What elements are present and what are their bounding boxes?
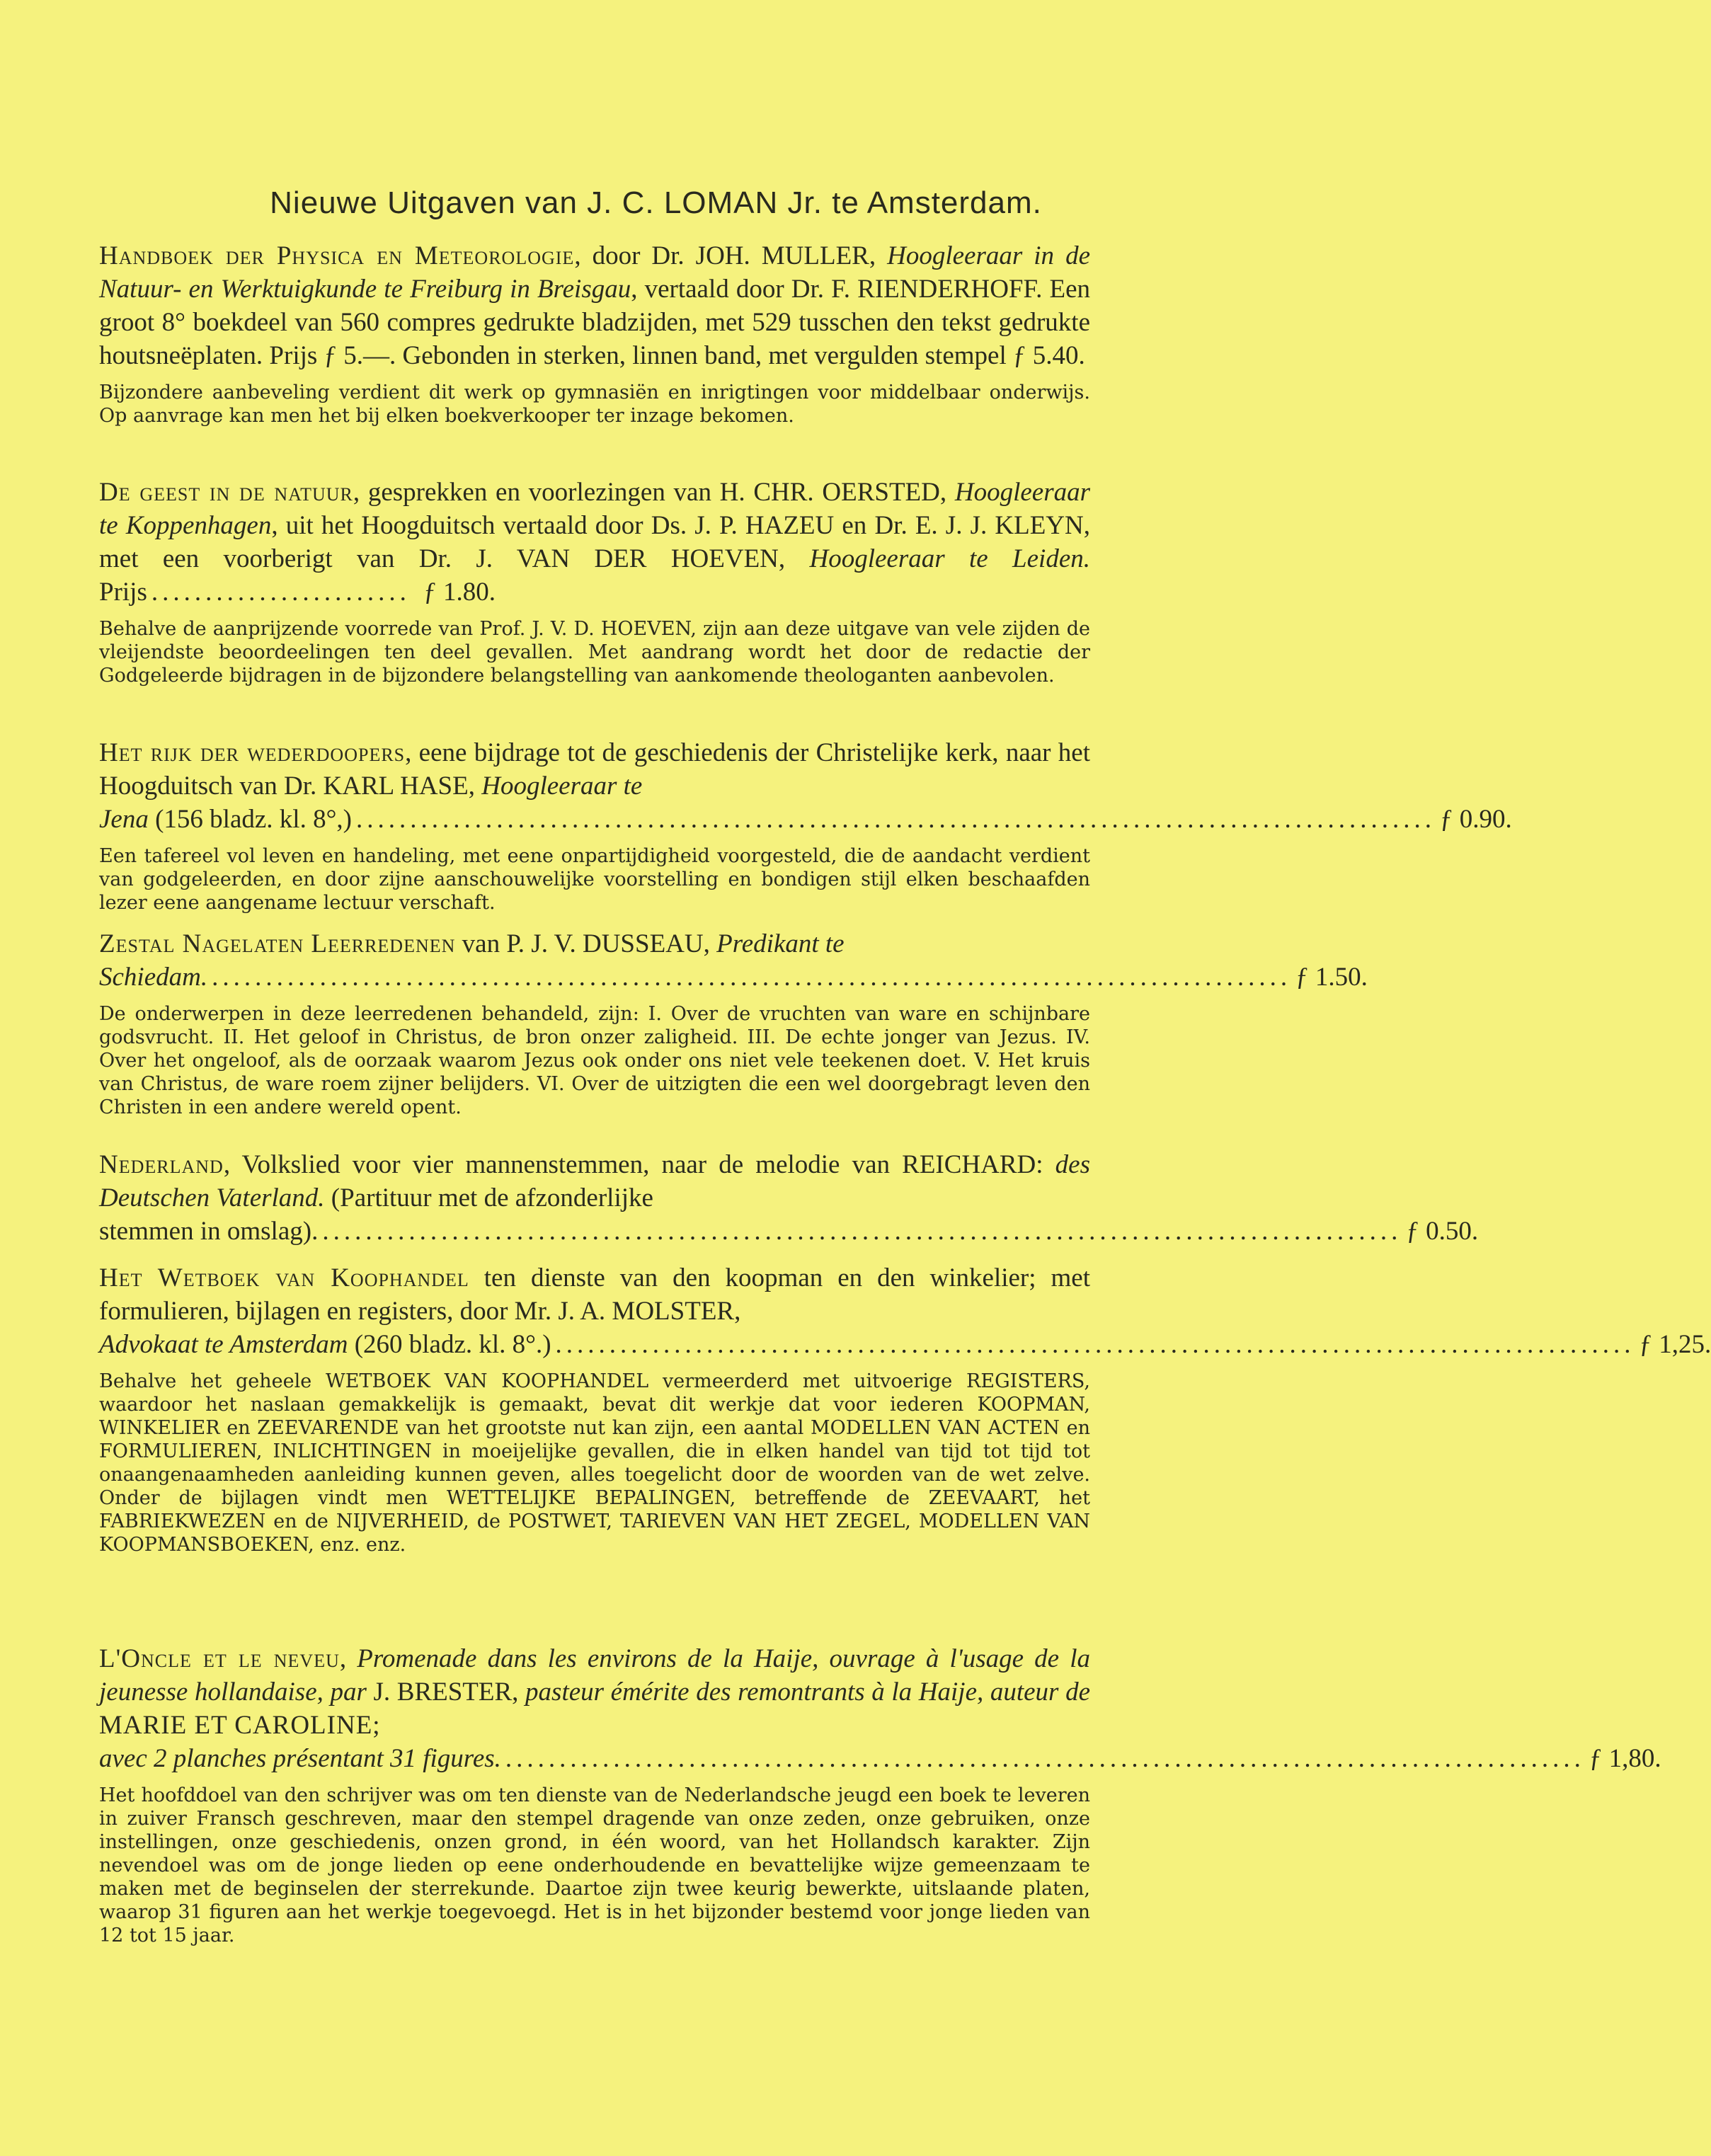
price: ƒ 1.50. [1295, 963, 1368, 992]
entry-wetboek-van-koophandel [99, 1261, 1711, 1556]
entry-title: Zestal Nagelaten Leerredenen [99, 929, 456, 958]
price: ƒ 0.50. [1406, 1217, 1479, 1246]
entry-body: , vertaald door Dr. F. RIENDERHOFF. Een groot 8° boekdeel van 560 compres gedrukte bladzijden, met 529 tusschen den tekst gedrukte houtsneëplaten. Prijs ƒ 5.—. Gebonden in sterken, linnen band, met vergulden stempel ƒ 5.40. [99, 275, 1090, 370]
price-label: Prijs [99, 578, 147, 607]
entry-zestal-leerredenen [99, 927, 1368, 1119]
entry-rijk-der-wederdoopers [99, 736, 1512, 914]
price: ƒ 0.90. [1439, 805, 1512, 834]
entry-main [99, 1642, 1661, 1775]
price: ƒ 1,25. [1639, 1330, 1711, 1359]
entry-title: Handboek der Physica en Meteorologie [99, 241, 575, 270]
entry-handboek [99, 239, 1090, 428]
entry-author: , gesprekken en voorlezingen van H. CHR. OERSTED, [353, 478, 955, 507]
entry-role: Promenade dans les environs de la Haije, ouvrage à l'usage de la jeunesse hollandaise, par [99, 1644, 1091, 1707]
entry-description: De onderwerpen in deze leerredenen behandeld, zijn: I. Over de vruchten van ware en schijnbare godsvrucht. II. Het geloof in Christus, de bron onzer zaligheid. III. De echte jonger van Jezus. IV. Over het ongeloof, als de oorzaak waarom Jezus ook onder ons niet vele teekenen doet. V. Het kruis van Christus, de ware roem zijner belijders. VI. Over de uitzigten die een wel doorgebragt leven den Christen in een andere wereld opent. [99, 1003, 1090, 1118]
entry-author: , door Dr. JOH. MULLER, [574, 241, 888, 270]
entry-role-2: Hoogleeraar te Leiden. [809, 544, 1091, 573]
price: ƒ 1.80. [423, 578, 496, 607]
entry-price-line: Prijs ........................ ƒ 1.80. [99, 575, 496, 609]
entry-role-2: pasteur émérite des remontrants à la Haije, auteur de [525, 1678, 1090, 1707]
entry-main [99, 239, 1090, 372]
entry-author: J. BRESTER, [366, 1678, 526, 1707]
entry-author: , eene bijdrage tot de geschiedenis der Christelijke kerk, naar het Hoogduitsch van Dr. KARL HASE, [99, 738, 1090, 801]
entry-main [99, 736, 1512, 836]
entry-description: Bijzondere aanbeveling verdient dit werk op gymnasiën en inrigtingen voor middelbaar onderwijs. Op aanvrage kan men het bij elken boekverkooper ter inzage bekomen. [99, 382, 1090, 427]
entry-geest-in-de-natuur [99, 476, 1090, 687]
entry-author: , Volkslied voor vier mannenstemmen, naar de melodie van REICHARD: [223, 1150, 1055, 1179]
entry-role: Advokaat te Amsterdam [99, 1330, 348, 1359]
entry-role: Hoogleeraar te Koppenhagen [99, 478, 1090, 540]
price-label: (156 bladz. kl. 8°,) [155, 805, 352, 834]
entry-body: , uit het Hoogduitsch vertaald door Ds. J. P. HAZEU en Dr. E. J. J. KLEYN, met een voorberigt van Dr. J. VAN DER HOEVEN, [99, 511, 1090, 573]
entry-title: Het rijk der wederdoopers [99, 738, 406, 767]
entry-role-2: Jena [99, 805, 149, 834]
entry-oncle-et-neveu [99, 1642, 1661, 1947]
price-label: (260 bladz. kl. 8°.) [354, 1330, 551, 1359]
entry-role: Predikant te [716, 929, 845, 958]
entry-price-line: Advokaat te Amsterdam (260 bladz. kl. 8°.) .................................................................................................... ƒ 1,25. [99, 1328, 1090, 1361]
page-header: Nieuwe Uitgaven van J. C. LOMAN Jr. te Amsterdam. [270, 185, 1042, 220]
price: ƒ 1,80. [1589, 1744, 1661, 1773]
entry-author: van P. J. V. DUSSEAU, [455, 929, 717, 958]
entry-description: Behalve de aanprijzende voorrede van Prof. J. V. D. HOEVEN, zijn aan deze uitgave van vele zijden de vleijendste beoordeelingen ten deel gevallen. Met aandrang wordt het door de redactie der Godgeleerde bijdragen in de bijzondere belangstelling van aankomende theologanten aanbevolen. [99, 618, 1090, 687]
entry-body: (Partituur met de afzonderlijke [324, 1183, 653, 1212]
entry-price-line: avec 2 planches présentant 31 figures. .................................................................................................... ƒ 1,80. [99, 1742, 1090, 1775]
price-label: stemmen in omslag). [99, 1217, 319, 1246]
entry-title: Het Wetboek van Koophandel [99, 1263, 469, 1292]
entry-role: des Deutschen Vaterland. [99, 1150, 1090, 1212]
entry-description: Behalve het geheele WETBOEK VAN KOOPHANDEL vermeerderd met uitvoerige REGISTERS, waardoor het naslaan gemakkelijk is gemaakt, bevat dit werkje dat voor iederen KOOPMAN, WINKELIER en ZEEVARENDE van het grootste nut kan zijn, een aantal MODELLEN VAN ACTEN en FORMULIEREN, INLICHTINGEN in moeijelijke gevallen, die in elken handel van tijd tot tijd tot onaangenaamheden aanleiding kunnen geven, alles toegelicht door de woorden van de wet zelve. Onder de bijlagen vindt men WETTELIJKE BEPALINGEN, betreffende de ZEEVAART, het FABRIEKWEZEN en de NIJVERHEID, de POSTWET, TARIEVEN VAN HET ZEGEL, MODELLEN VAN KOOPMANSBOEKEN, enz. enz. [99, 1370, 1090, 1556]
entry-main [99, 1148, 1479, 1248]
entry-separator: , [339, 1644, 357, 1673]
entry-role: Hoogleeraar in de Natuur- en Werktuigkunde te Freiburg in Breisgau [99, 241, 1090, 304]
entry-main [99, 476, 1090, 609]
entry-body-2: MARIE ET CAROLINE; [99, 1711, 381, 1740]
entry-role: Hoogleeraar te [481, 772, 643, 801]
entry-title: Nederland [99, 1150, 224, 1179]
entry-title: De geest in de natuur [99, 478, 353, 507]
entry-price-line: Schiedam. .................................................................................................... ƒ 1.50. [99, 961, 1090, 994]
entry-title: L'Oncle et le neveu [99, 1644, 340, 1673]
entry-nederland [99, 1148, 1479, 1248]
price-label: avec 2 planches présentant 31 figures. [99, 1744, 501, 1773]
entry-price-line: stemmen in omslag). .................................................................................................... ƒ 0.50. [99, 1215, 1090, 1248]
entry-description: Een tafereel vol leven en handeling, met eene onpartijdigheid voorgesteld, die de aandacht verdient van godgeleerden, en door zijne aanschouwelijke voorstelling en bondigen stijl elken beschaafden lezer eene aangename lectuur verschaft. [99, 845, 1090, 914]
entry-main [99, 927, 1368, 994]
entry-price-line: Jena (156 bladz. kl. 8°,) .................................................................................................... ƒ 0.90. [99, 803, 1090, 836]
entry-role-2: Schiedam. [99, 963, 208, 992]
entry-main [99, 1261, 1711, 1361]
entry-author: ten dienste van den koopman en den winkelier; met formulieren, bijlagen en registers, door Mr. J. A. MOLSTER, [99, 1263, 1090, 1326]
entry-description: Het hoofddoel van den schrijver was om ten dienste van de Nederlandsche jeugd een boek te leveren in zuiver Fransch geschreven, maar den stempel dragende van onze zeden, onze gebruiken, onze instellingen, onze geschiedenis, onzen grond, in één woord, van het Hollandsch karakter. Zijn nevendoel was om de jonge lieden op eene onderhoudende en bevattelijke wijze gemeenzaam te maken met de beginselen der sterrekunde. Daartoe zijn twee keurig bewerkte, uitslaande platen, waarop 31 figuren aan het werkje toegevoegd. Het is in het bijzonder bestemd voor jonge lieden van 12 tot 15 jaar. [99, 1784, 1090, 1946]
